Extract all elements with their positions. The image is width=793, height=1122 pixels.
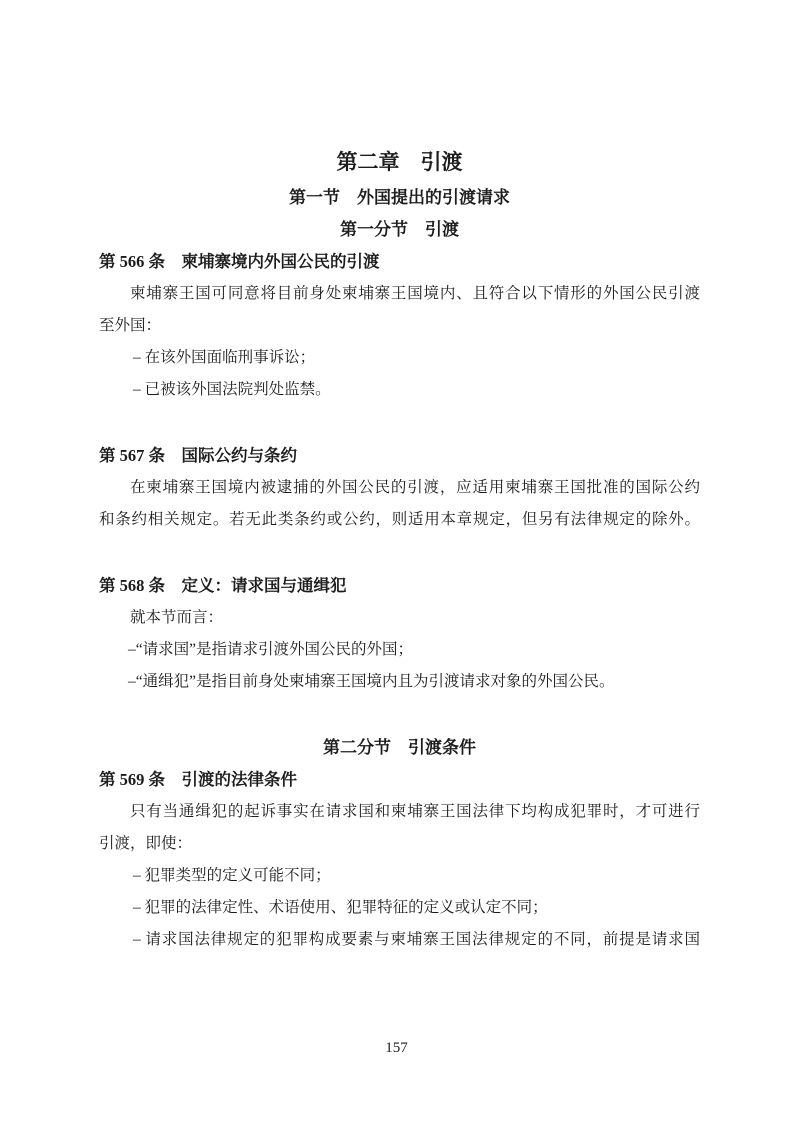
section-title: 第一节 外国提出的引渡请求 (289, 188, 510, 207)
article-566-paragraph-line: 至外国： (99, 317, 162, 334)
article-569-heading: 第 569 条 引渡的法律条件 (99, 770, 297, 789)
article-568-paragraph-line: 就本节而言： (130, 609, 224, 626)
article-568-list-item: –“通缉犯”是指目前身处柬埔寨王国境内且为引渡请求对象的外国公民。 (128, 673, 615, 690)
page-content (99, 0, 700, 956)
subsection-2-title: 第二分节 引渡条件 (323, 738, 476, 757)
article-568 (99, 570, 700, 698)
article-569 (99, 764, 700, 956)
article-566-heading: 第 566 条 柬埔寨境内外国公民的引渡 (99, 252, 380, 271)
article-567-heading: 第 567 条 国际公约与条约 (99, 446, 297, 465)
article-569-paragraph-line: 引渡，即使： (99, 835, 193, 852)
subsection-1-title: 第一分节 引渡 (340, 220, 459, 239)
article-566-list-item: – 已被该外国法院判处监禁。 (133, 381, 331, 398)
article-569-list-item: – 请求国法律规定的犯罪构成要素与柬埔寨王国法律规定的不同，前提是请求国 (133, 931, 700, 948)
article-569-list-item: – 犯罪类型的定义可能不同； (133, 867, 331, 884)
article-568-list-item: –“请求国”是指请求引渡外国公民的外国； (128, 641, 414, 658)
article-566-paragraph-line: 柬埔寨王国可同意将目前身处柬埔寨王国境内、且符合以下情形的外国公民引渡 (130, 285, 700, 302)
article-566 (99, 246, 700, 406)
article-567 (99, 440, 700, 536)
article-567-paragraph-line: 在柬埔寨王国境内被逮捕的外国公民的引渡，应适用柬埔寨王国批准的国际公约 (130, 479, 700, 496)
article-569-list-item: – 犯罪的法律定性、术语使用、犯罪特征的定义或认定不同； (133, 899, 548, 916)
article-568-heading: 第 568 条 定义：请求国与通缉犯 (99, 576, 347, 595)
page-number: 157 (385, 1040, 408, 1056)
article-566-list-item: – 在该外国面临刑事诉讼； (133, 349, 316, 366)
article-569-paragraph-line: 只有当通缉犯的起诉事实在请求国和柬埔寨王国法律下均构成犯罪时，才可进行 (130, 803, 700, 820)
article-567-paragraph-line: 和条约相关规定。若无此类条约或公约，则适用本章规定，但另有法律规定的除外。 (99, 511, 700, 528)
chapter-title: 第二章 引渡 (336, 150, 463, 174)
